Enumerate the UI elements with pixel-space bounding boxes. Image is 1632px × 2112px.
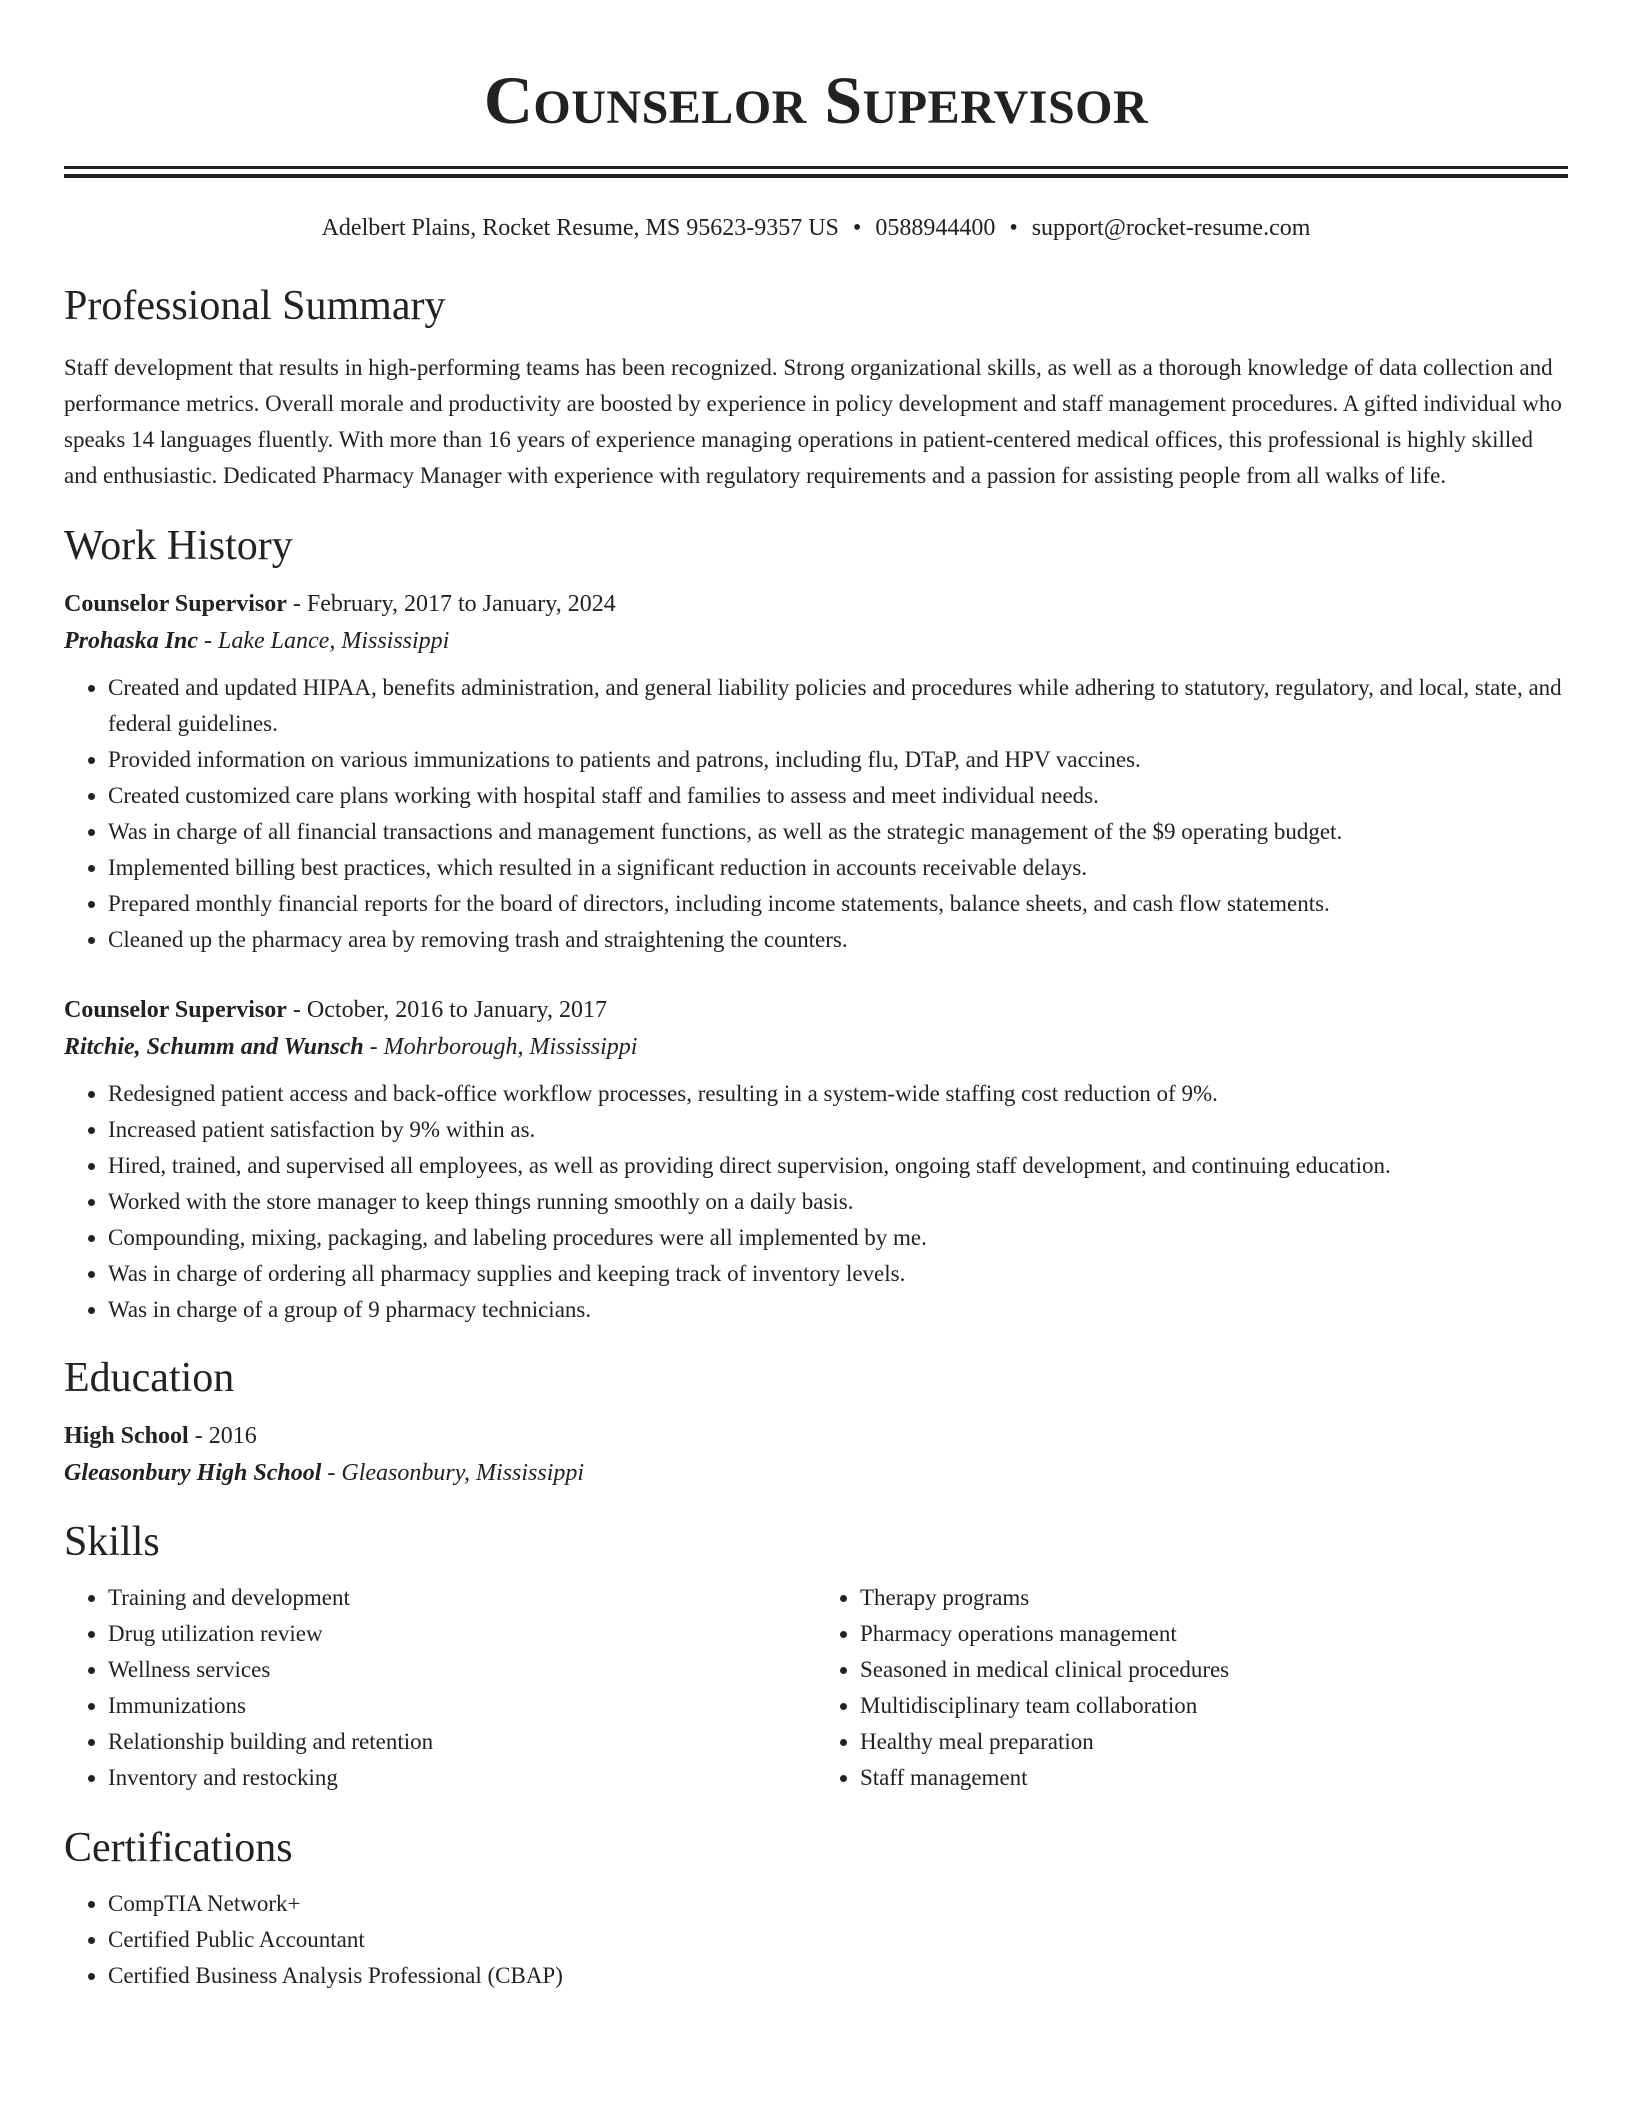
job-bullet: • Prepared monthly financial reports for the board of directors, including income statements, balance sheets, and cash flow statements. (108, 886, 1568, 922)
job-bullet: • Worked with the store manager to keep things running smoothly on a daily basis. (108, 1184, 1568, 1220)
skill-item: • Seasoned in medical clinical procedures (860, 1652, 1568, 1688)
certification-item: • Certified Public Accountant (108, 1922, 1568, 1958)
skill-item: • Relationship building and retention (108, 1724, 816, 1760)
job-bullet: • Cleaned up the pharmacy area by removing trash and straightening the counters. (108, 922, 1568, 958)
skill-item: • Wellness services (108, 1652, 816, 1688)
section-heading-certifications: Certifications (64, 1825, 293, 1871)
candidate-name: Counselor Supervisor (483, 62, 1149, 138)
job-title-line (64, 586, 1568, 622)
job-bullet: • Redesigned patient access and back-office workflow processes, resulting in a system-wide staffing cost reduction of 9%. (108, 1076, 1568, 1112)
header-divider-bottom (64, 174, 1568, 178)
contact-line (64, 212, 1568, 244)
job-bullets (64, 1076, 1568, 1328)
skill-item: • Healthy meal preparation (860, 1724, 1568, 1760)
job-bullets (64, 670, 1568, 958)
skill-item: • Drug utilization review (108, 1616, 816, 1652)
job-company: Ritchie, Schumm and Wunsch (64, 1034, 364, 1060)
certification-item: • Certified Business Analysis Professional (CBAP) (108, 1958, 1568, 1994)
job-entry (64, 992, 1568, 1328)
skills-section (64, 1516, 1568, 1796)
education-section (64, 1352, 1568, 1492)
school-line (64, 1454, 1568, 1492)
job-company: Prohaska Inc (64, 628, 199, 654)
header-divider-top (64, 166, 1568, 169)
job-location: - Mohrborough, Mississippi (369, 1034, 638, 1060)
contact-email: support@rocket-resume.com (1031, 215, 1311, 241)
job-bullet: • Compounding, mixing, packaging, and labeling procedures were all implemented by me. (108, 1220, 1568, 1256)
contact-address: Adelbert Plains, Rocket Resume, MS 95623-9357 US (321, 215, 839, 241)
skill-item: • Therapy programs (860, 1580, 1568, 1616)
job-bullet: • Was in charge of a group of 9 pharmacy technicians. (108, 1292, 1568, 1328)
skill-item: • Pharmacy operations management (860, 1616, 1568, 1652)
skill-item: • Staff management (860, 1760, 1568, 1796)
job-bullet: • Created customized care plans working with hospital staff and families to assess and meet individual needs. (108, 778, 1568, 814)
skill-item: • Inventory and restocking (108, 1760, 816, 1796)
section-heading-summary: Professional Summary (64, 283, 446, 329)
skill-item: • Training and development (108, 1580, 816, 1616)
degree-line (64, 1418, 1568, 1454)
certifications-list (64, 1886, 1568, 1994)
skill-item: • Multidisciplinary team collaboration (860, 1688, 1568, 1724)
certification-item: • CompTIA Network+ (108, 1886, 1568, 1922)
job-title: Counselor Supervisor (64, 997, 287, 1023)
school-location: - Gleasonbury, Mississippi (327, 1460, 585, 1486)
contact-separator: • (1009, 215, 1018, 241)
job-dates: - October, 2016 to January, 2017 (292, 997, 607, 1023)
job-bullet: • Was in charge of ordering all pharmacy supplies and keeping track of inventory levels. (108, 1256, 1568, 1292)
section-heading-skills: Skills (64, 1519, 160, 1565)
job-company-line (64, 1028, 1568, 1066)
graduation-year: - 2016 (194, 1423, 257, 1449)
contact-separator: • (852, 215, 862, 241)
job-company-line (64, 622, 1568, 660)
section-heading-education: Education (64, 1355, 235, 1401)
school-name: Gleasonbury High School (64, 1460, 322, 1486)
summary-text: Staff development that results in high-performing teams has been recognized. Strong organizational skills, as well as a thorough knowledge of data collection and performance metrics. Overall morale and productivity are boosted by experience in policy development and staff management procedures. A gifted individual who speaks 14 languages fluently. With more than 16 years of experience managing operations in patient-centered medical offices, this professional is highly skilled and enthusiastic. Dedicated Pharmacy Manager with experience with regulatory requirements and a passion for assisting people from all walks of life. (64, 355, 1562, 488)
certifications-section (64, 1822, 1568, 1994)
skills-list-right (816, 1580, 1568, 1796)
summary-section (64, 280, 1568, 494)
section-heading-work-history: Work History (64, 523, 293, 569)
job-bullet: • Hired, trained, and supervised all employees, as well as providing direct supervision, ongoing staff development, and continuing education. (108, 1148, 1568, 1184)
skills-columns (64, 1580, 1568, 1796)
job-bullet: • Created and updated HIPAA, benefits administration, and general liability policies and procedures while adhering to statutory, regulatory, and local, state, and federal guidelines. (108, 670, 1568, 742)
job-bullet: • Provided information on various immunizations to patients and patrons, including flu, DTaP, and HPV vaccines. (108, 742, 1568, 778)
degree: High School (64, 1423, 189, 1449)
job-dates: - February, 2017 to January, 2024 (292, 591, 616, 617)
job-entry (64, 586, 1568, 958)
contact-phone: 0588944400 (875, 215, 996, 241)
job-bullet: • Increased patient satisfaction by 9% within as. (108, 1112, 1568, 1148)
job-location: - Lake Lance, Mississippi (204, 628, 450, 654)
job-bullet: • Implemented billing best practices, which resulted in a significant reduction in accounts receivable delays. (108, 850, 1568, 886)
work-history-section (64, 520, 1568, 1328)
job-bullet: • Was in charge of all financial transactions and management functions, as well as the strategic management of the $9 operating budget. (108, 814, 1568, 850)
skill-item: • Immunizations (108, 1688, 816, 1724)
skills-list-left (64, 1580, 816, 1796)
job-title: Counselor Supervisor (64, 591, 287, 617)
job-title-line (64, 992, 1568, 1028)
